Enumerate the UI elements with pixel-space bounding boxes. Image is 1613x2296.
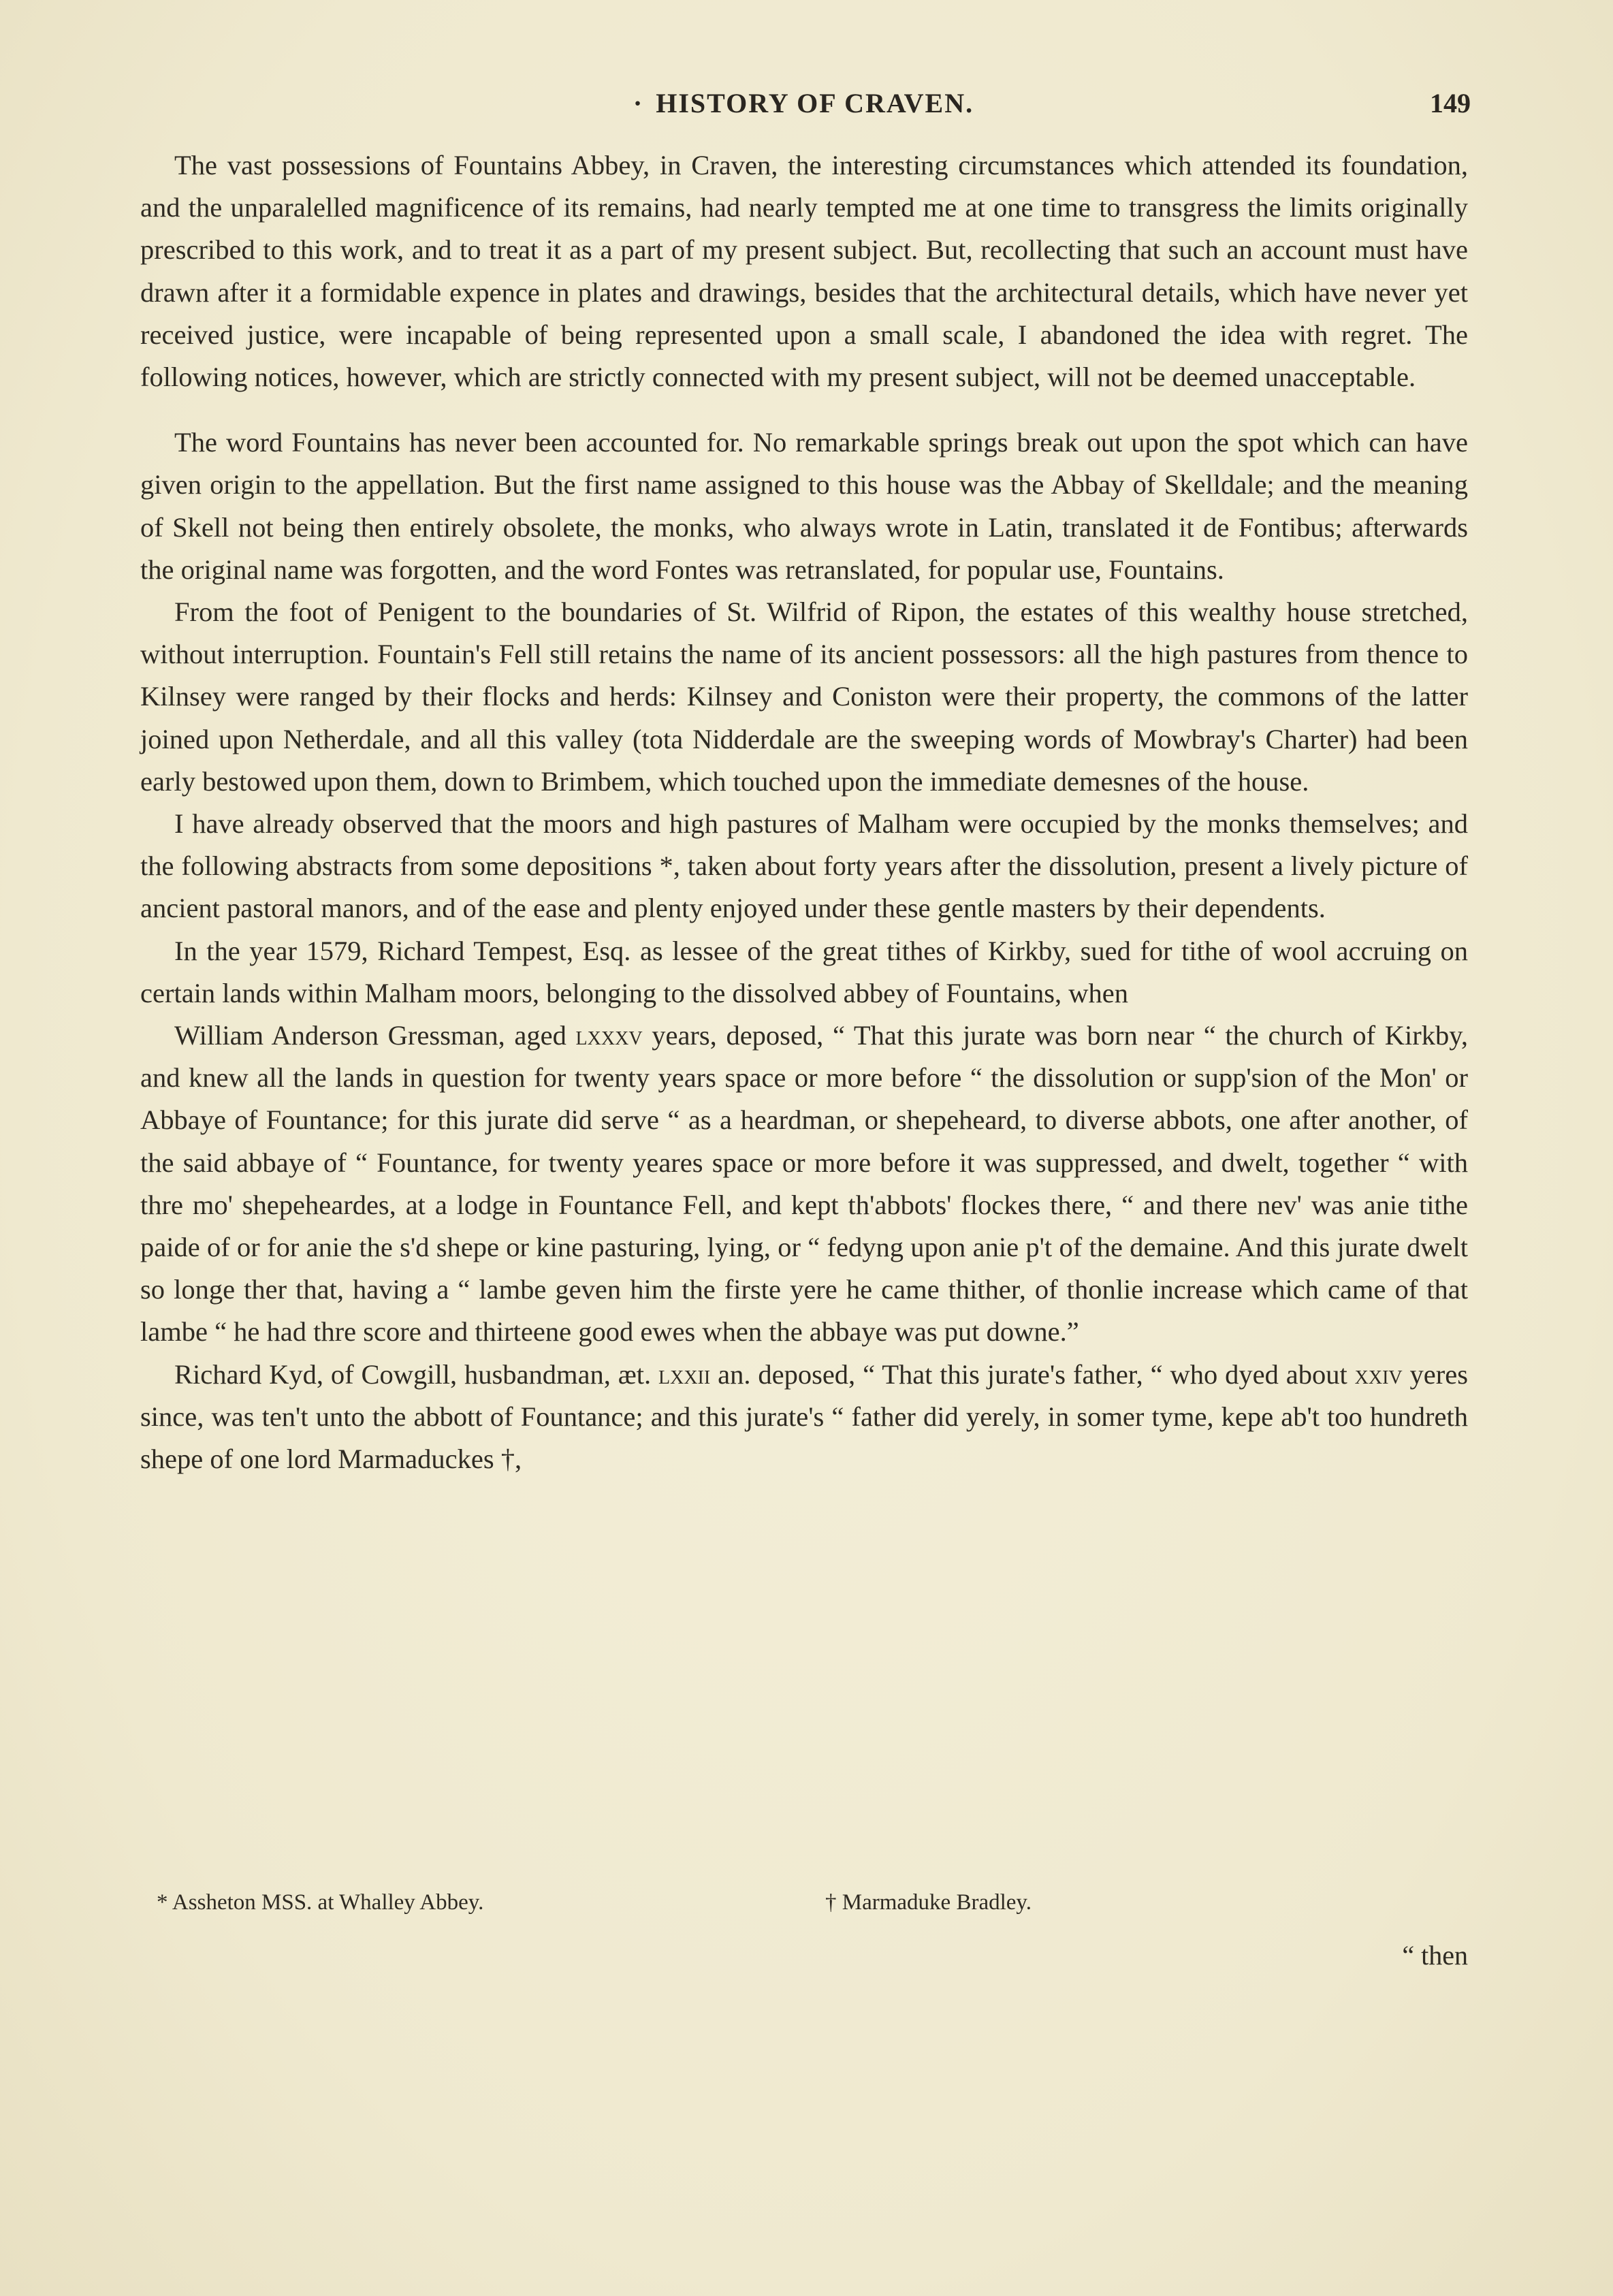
- paragraph-malham-moors: I have already observed that the moors and high pastures of Malham were occupied by the monks themselves; and the following abstracts from some depositions *, taken about forty years after the dissolution, present a lively picture of ancient pastoral manors, and of the ease and plenty enjoyed under these gentle masters by their dependents.: [140, 808, 1468, 924]
- paragraph-deposition-gressman: William Anderson Gressman, aged lxxxv years, deposed, “ That this jurate was born near “ the church of Kirkby, and knew all the lands in question for twenty years space or more before “ the dissolution or supp'sion of the Mon' or Abbaye of Fountance; for this jurate did serve “ as a heardman, or shepeheard, to diverse abbots, one after another, of the said abbaye of “ Fountance, for twenty yeares space or more before it was suppressed, and dwelt, together “ with thre mo' shepeheardes, at a lodge in Fountance Fell, and kept th'abbots' flockes there, “ and there nev' was anie tithe paide of or for anie the s'd shepe or kine pasturing, lying, or “ fedyng upon anie p't of the demaine. And this jurate dwelt so longe ther that, having a “ lambe geven him the firste yere he came thither, of thonlie increase which came of that lambe “ he had thre score and thirteene good ewes when the abbaye was put downe.”: [140, 1020, 1468, 1348]
- page-number: 149: [1430, 88, 1471, 118]
- paragraph-deposition-kyd: Richard Kyd, of Cowgill, husbandman, æt. lxxii an. deposed, “ That this jurate's father, “ who dyed about xxiv yeres since, was ten't unto the abbott of Fountance; and this jurate's “ father did yerely, in somer tyme, kepe ab't too hundreth shepe of one lord Marmaduckes †,: [140, 1358, 1468, 1475]
- running-title: [136, 87, 1471, 119]
- footnote-dagger: † Marmaduke Bradley.: [825, 1890, 1032, 1915]
- body-text: [140, 144, 1468, 1480]
- paragraph-tithe-suit: In the year 1579, Richard Tempest, Esq. as lessee of the great tithes of Kirkby, sued for tithe of wool accruing on certain lands within Malham moors, belonging to the dissolved abbey of Fountains, when: [140, 935, 1468, 1008]
- header-marker: ·: [633, 88, 644, 118]
- age-numeral: lxxii: [658, 1358, 711, 1390]
- paragraph-fountains-abbey: The vast possessions of Fountains Abbey, in Craven, the interesting circumstances which attended its foundation, and the unparalelled magnificence of its remains, had nearly tempted me at one time to transgress the limits originally prescribed to this work, and to treat it as a part of my present subject. But, recollecting that such an account must have drawn after it a formidable expence in plates and drawings, besides that the architectural details, which have never yet received justice, were incapable of being represented upon a small scale, I abandoned the idea with regret. The following notices, however, which are strictly connected with my present subject, will not be deemed unacceptable.: [140, 150, 1468, 393]
- footnote-star: * Assheton MSS. at Whalley Abbey.: [157, 1890, 484, 1915]
- running-head: [136, 87, 1471, 128]
- header-title: HISTORY OF CRAVEN.: [656, 88, 974, 118]
- years-numeral: xxiv: [1354, 1358, 1403, 1390]
- age-numeral: lxxxv: [575, 1020, 643, 1051]
- footnotes: [157, 1890, 1471, 1928]
- paragraph-word-fountains: The word Fountains has never been accounted for. No remarkable springs break out upon the spot which can have given origin to the appellation. But the first name assigned to this house was the Abbay of Skelldale; and the meaning of Skell not being then entirely obsolete, the monks, who always wrote in Latin, translated it de Fontibus; afterwards the original name was forgotten, and the word Fontes was retranslated, for popular use, Fountains.: [140, 427, 1468, 585]
- paragraph-estates: From the foot of Penigent to the boundaries of St. Wilfrid of Ripon, the estates of this wealthy house stretched, without interruption. Fountain's Fell still retains the name of its ancient possessors: all the high pastures from thence to Kilnsey were ranged by their flocks and herds: Kilnsey and Coniston were their property, the commons of the latter joined upon Netherdale, and all this valley (tota Nidderdale are the sweeping words of Mowbray's Charter) had been early bestowed upon them, down to Brimbem, which touched upon the immediate demesnes of the house.: [140, 596, 1468, 797]
- catchword: “ then: [1402, 1940, 1468, 1971]
